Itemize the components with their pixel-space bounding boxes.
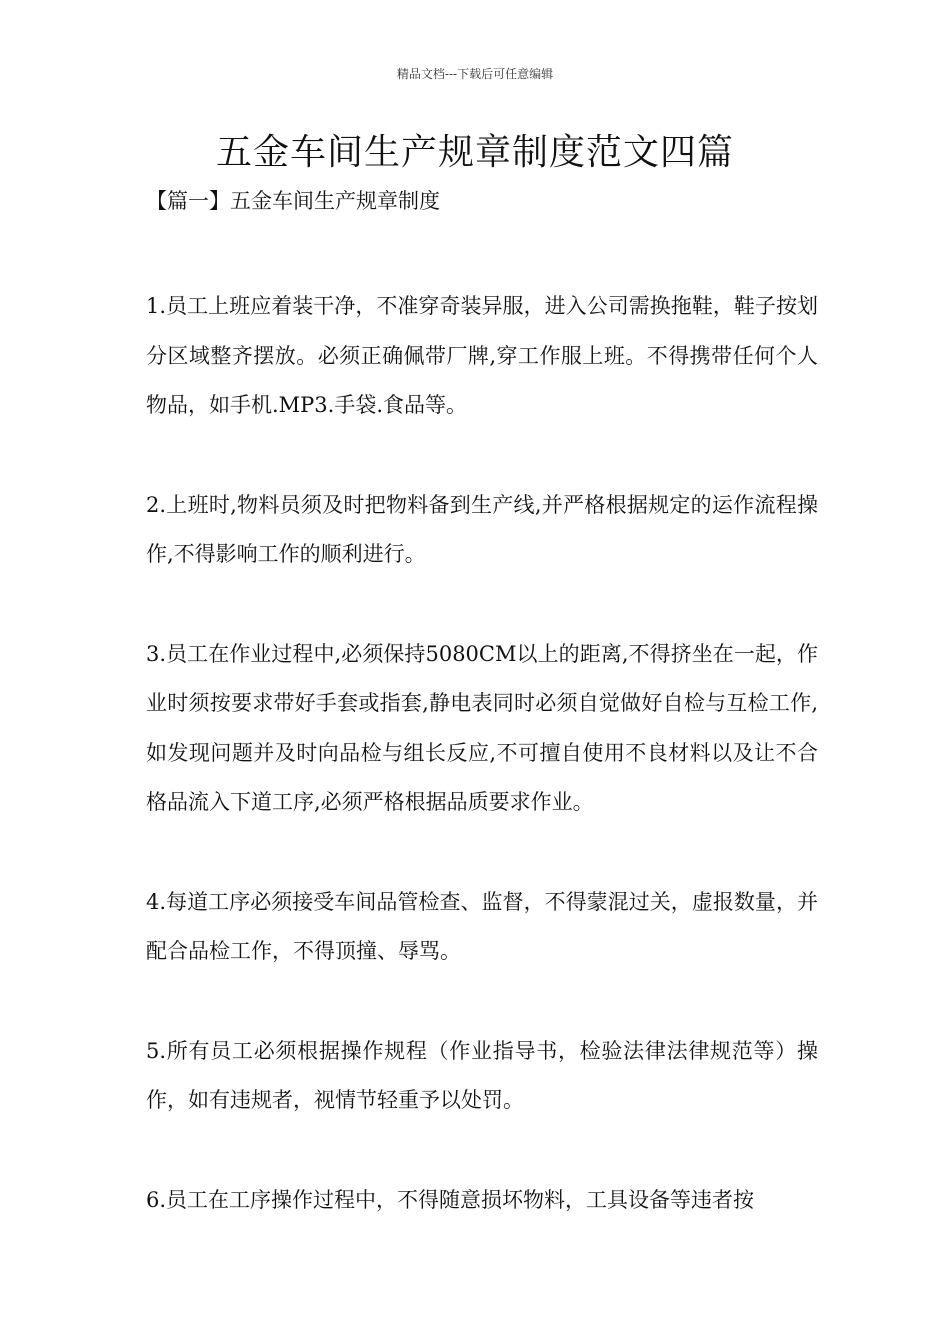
paragraph-4: 4.每道工序必须接受车间品管检查、监督，不得蒙混过关，虚报数量，并配合品检工作，不得顶撞、辱骂。: [146, 889, 818, 963]
paragraph-6: 6.员工在工序操作过程中，不得随意损坏物料，工具设备等违者按: [146, 1187, 755, 1212]
paragraph-3: 3.员工在作业过程中,必须保持5080CM以上的距离,不得挤坐在一起，作业时须按要求带好手套或指套,静电表同时必须自觉做好自检与互检工作,如发现问题并及时向品检与组长反应,不可擅自使用不良材料以及让不合格品流入下道工序,必须严格根据品质要求作业。: [146, 641, 818, 814]
paragraph-5: 5.所有员工必须根据操作规程（作业指导书，检验法律法律规范等）操作，如有违规者，视情节轻重予以处罚。: [146, 1038, 818, 1112]
paragraph-1: 1.员工上班应着装干净，不准穿奇装异服，进入公司需换拖鞋，鞋子按划分区域整齐摆放。必须正确佩带厂牌,穿工作服上班。不得携带任何个人物品，如手机.MP3.手袋.食品等。: [146, 294, 818, 417]
section-heading: 【篇一】五金车间生产规章制度: [146, 189, 440, 213]
header-note: 精品文档---下载后可任意编辑: [396, 67, 554, 81]
paragraph-2: 2.上班时,物料员须及时把物料备到生产线,并严格根据规定的运作流程操作,不得影响工作的顺利进行。: [146, 492, 818, 566]
document-body: [146, 282, 818, 1275]
document-title: 五金车间生产规章制度范文四篇: [215, 132, 734, 173]
